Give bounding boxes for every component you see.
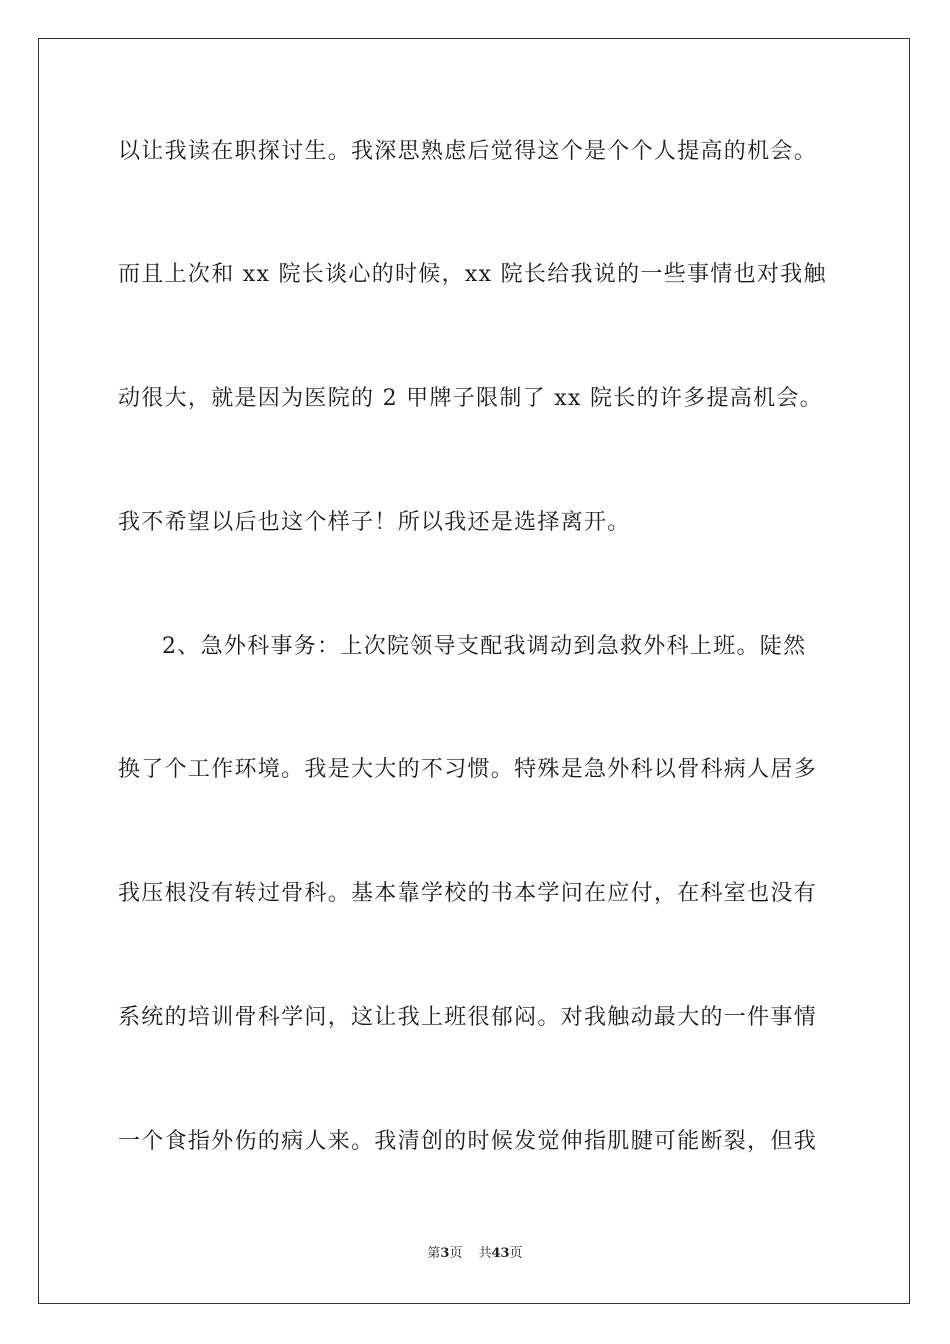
text-line: 动很大，就是因为医院的 2 甲牌子限制了 xx 院长的许多提高机会。 [118, 386, 823, 411]
text-line: 我压根没有转过骨科。基本靠学校的书本学问在应付，在科室也没有 [118, 881, 818, 906]
page-number: 3 [440, 1246, 450, 1261]
page-suffix: 页 [449, 1246, 463, 1261]
text-line: 2、急外科事务：上次院领导支配我调动到急救外科上班。陡然 [162, 634, 807, 659]
text-line: 一个食指外伤的病人来。我清创的时候发觉伸指肌腱可能断裂，但我 [118, 1129, 818, 1154]
text-line: 而且上次和 xx 院长谈心的时候，xx 院长给我说的一些事情也对我触 [118, 262, 827, 287]
text-line: 换了个工作环境。我是大大的不习惯。特殊是急外科以骨科病人居多 [118, 757, 818, 782]
page-border [38, 38, 910, 1304]
total-prefix: 共 [478, 1246, 492, 1261]
text-line: 以让我读在职探讨生。我深思熟虑后觉得这个是个个人提高的机会。 [118, 139, 818, 164]
total-pages: 43 [491, 1246, 510, 1261]
text-line: 系统的培训骨科学问，这让我上班很郁闷。对我触动最大的一件事情 [118, 1005, 818, 1030]
total-suffix: 页 [509, 1246, 523, 1261]
page-footer [0, 1245, 950, 1263]
page-prefix: 第 [427, 1246, 441, 1261]
text-line: 我不希望以后也这个样子！所以我还是选择离开。 [118, 510, 631, 535]
